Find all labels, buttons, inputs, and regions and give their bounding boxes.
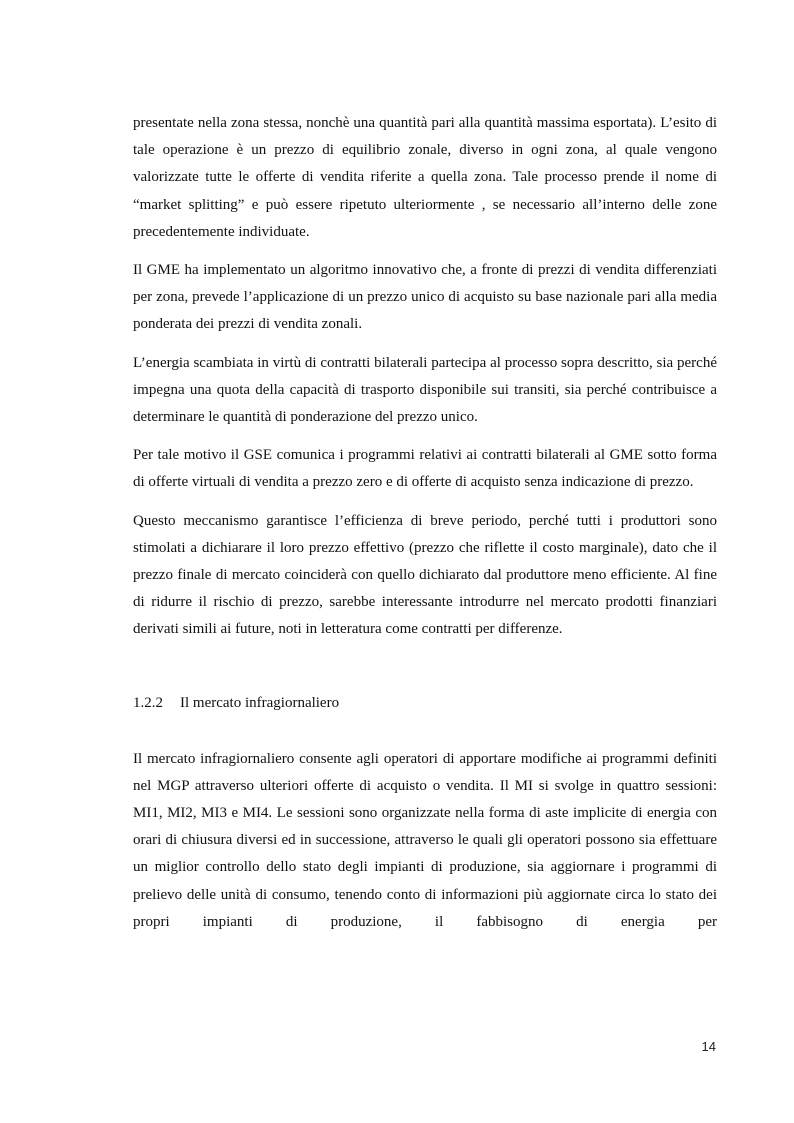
section-heading (133, 690, 717, 717)
paragraph: Questo meccanismo garantisce l’efficienza di breve periodo, perché tutti i produttori sono stimolati a dichiarare il loro prezzo effettivo (prezzo che riflette il costo marginale), dato che il prezzo finale di mercato coinciderà con quello dichiarato dal produttore meno efficiente. Al fine di ridurre il rischio di prezzo, sarebbe interessante introdurre nel mercato prodotti finanziari derivati simili ai future, noti in letteratura come contratti per differenze. (133, 512, 717, 638)
paragraph: Il mercato infragiornaliero consente agli operatori di apportare modifiche ai programmi definiti nel MGP attraverso ulteriori offerte di acquisto o vendita. Il MI si svolge in quattro sessioni: MI1, MI2, MI3 e MI4. Le sessioni sono organizzate nella forma di aste implicite di energia con orari di chiusura diversi ed in successione, attraverso le quali gli operatori possono sia effettuare un miglior controllo dello stato degli impianti di produzione, sia aggiornare i programmi di prelievo delle unità di consumo, tenendo conto di informazioni più aggiornate circa lo stato dei propri impianti di produzione, il fabbisogno di energia per (133, 750, 717, 930)
paragraph: L’energia scambiata in virtù di contratti bilaterali partecipa al processo sopra descritto, sia perché impegna una quota della capacità di trasporto disponibile sui transiti, sia perché contribuisce a determinare le quantità di ponderazione del prezzo unico. (133, 354, 717, 426)
paragraph: Per tale motivo il GSE comunica i programmi relativi ai contratti bilaterali al GME sotto forma di offerte virtuali di vendita a prezzo zero e di offerte di acquisto senza indicazione di prezzo. (133, 447, 717, 491)
paragraph: presentate nella zona stessa, nonchè una quantità pari alla quantità massima esportata). L’esito di tale operazione è un prezzo di equilibrio zonale, diverso in ogni zona, al quale vengono valorizzate tutte le offerte di vendita riferite a quella zona. Tale processo prende il nome di “market splitting” e può essere ripetuto ulteriormente , se necessario all’interno delle zone precedentemente individuate. (133, 115, 717, 240)
section-number: 1.2.2 (133, 694, 163, 711)
paragraph: Il GME ha implementato un algoritmo innovativo che, a fronte di prezzi di vendita differenziati per zona, prevede l’applicazione di un prezzo unico di acquisto su base nazionale pari alla media ponderata dei prezzi di vendita zonali. (133, 262, 717, 333)
page-number: 14 (701, 1039, 716, 1054)
page-body (133, 110, 717, 947)
section-title: Il mercato infragiornaliero (180, 694, 340, 711)
